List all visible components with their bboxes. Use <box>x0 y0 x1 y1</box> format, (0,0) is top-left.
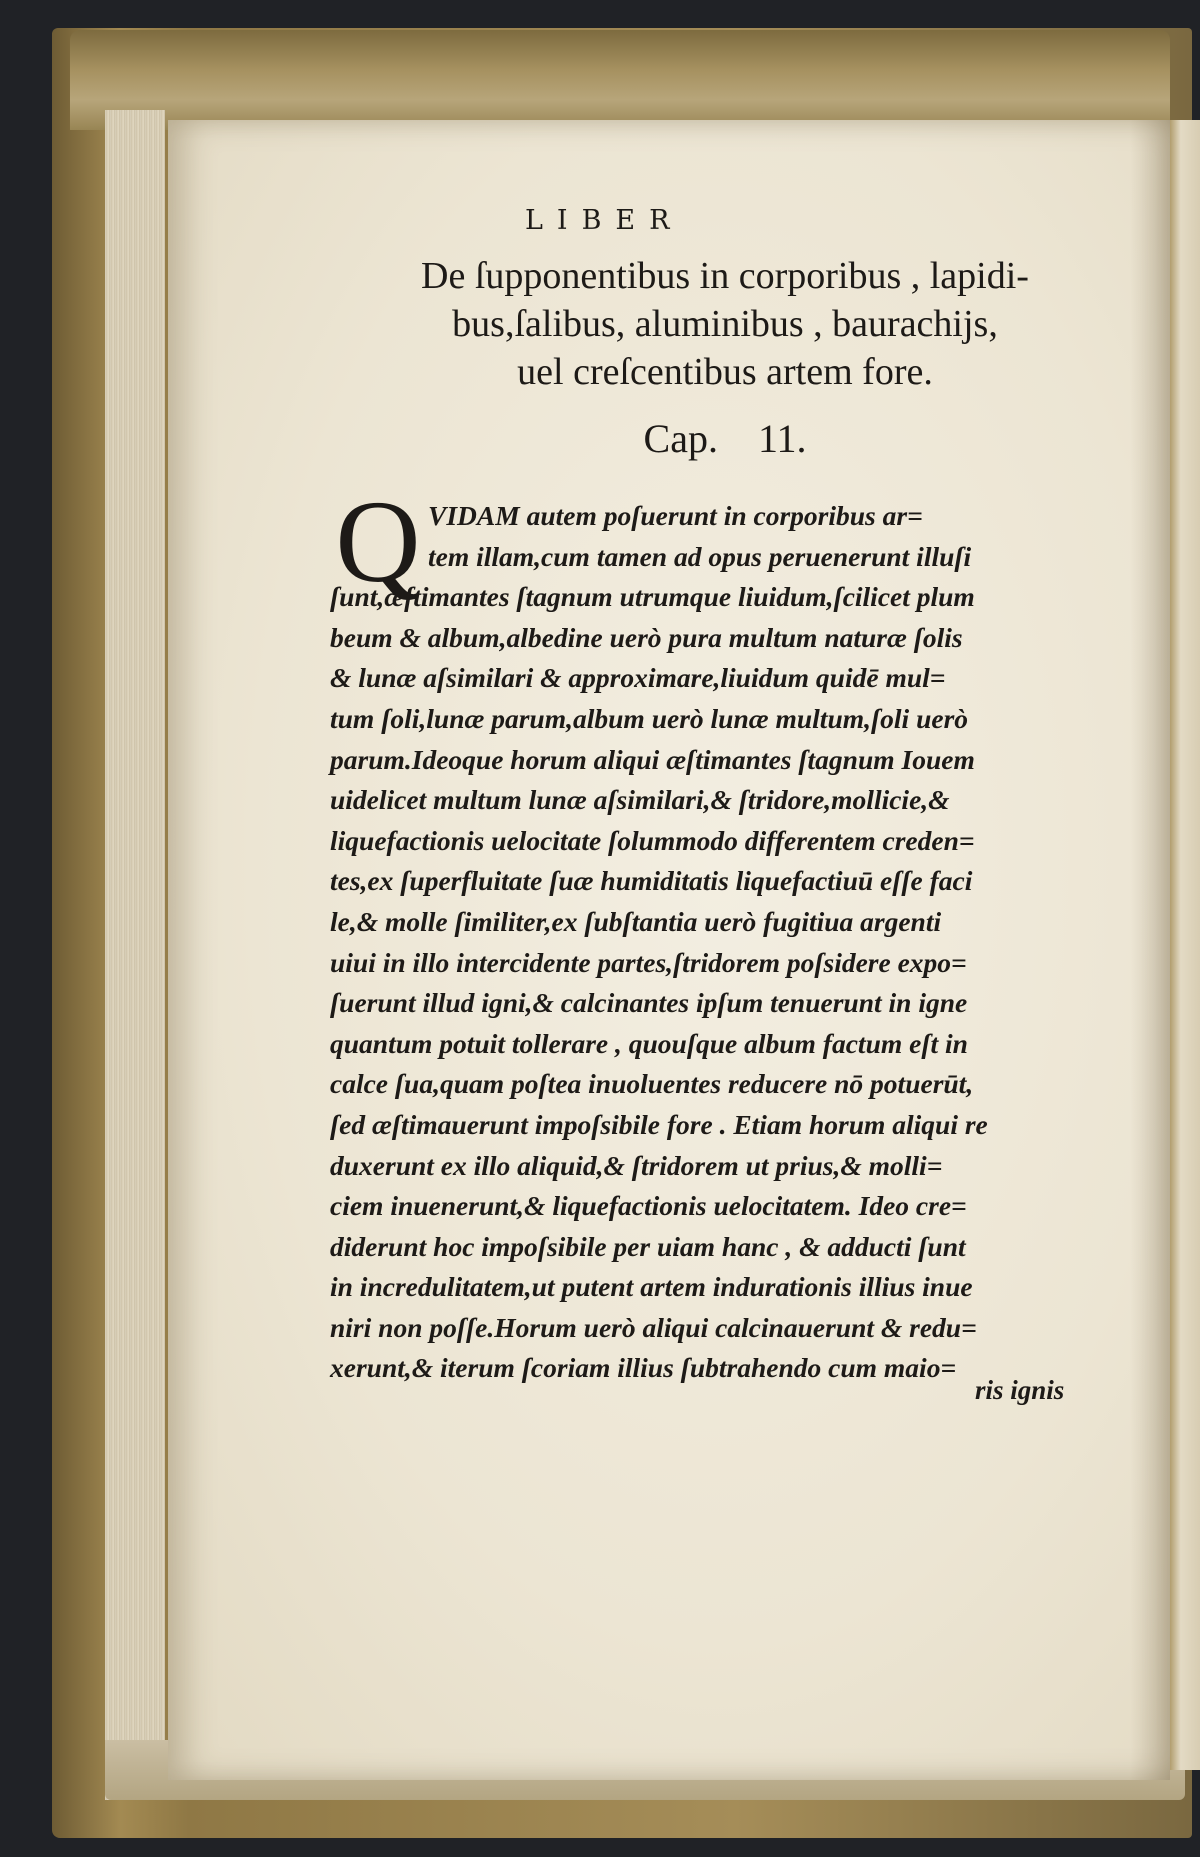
title-line: De ſupponentibus in corporibus , lapidi- <box>421 255 1029 297</box>
title-line: bus,ſalibus, aluminibus , baurachijs, <box>452 303 998 345</box>
page-edges <box>105 110 165 1800</box>
text-line: le,& molle ſimiliter,ex ſubſtantia uerò fugitiua argenti <box>330 905 942 937</box>
drop-capital: Q <box>335 476 421 607</box>
text-line: ſed æſtimauerunt impoſsibile fore . Etiam horum aliqui re <box>330 1108 988 1140</box>
book-page <box>168 120 1170 1780</box>
text-line: uidelicet multum lunæ aſsimilari,& ſtridore,mollicie,& <box>330 784 950 816</box>
chapter-number: Cap. 11. <box>643 416 807 461</box>
running-head: LIBER <box>525 205 684 236</box>
text-line: diderunt hoc impoſsibile per uiam hanc , & adducti ſunt <box>330 1230 966 1262</box>
text-line: tum ſoli,lunæ parum,album uerò lunæ multum,ſoli uerò <box>330 702 969 734</box>
text-line: xerunt,& iterum ſcoriam illius ſubtrahendo cum maio= <box>330 1352 957 1384</box>
text-block <box>330 120 1160 1780</box>
text-line: quantum potuit tollerare , quouſque album factum eſt in <box>330 1027 968 1059</box>
text-line: uiui in illo intercidente partes,ſtridorem poſsidere expo= <box>330 946 967 978</box>
text-line: tem illam,cum tamen ad opus peruenerunt illuſi <box>428 540 972 572</box>
text-line: ſuerunt illud igni,& calcinantes ipſum tenuerunt in igne <box>330 987 968 1019</box>
text-line: niri non poſſe.Horum uerò aliqui calcinauerunt & redu= <box>330 1311 977 1343</box>
text-line: liquefactionis uelocitate ſolummodo differentem creden= <box>330 824 975 856</box>
body-text <box>330 496 1120 1389</box>
title-line: uel creſcentibus artem fore. <box>517 351 933 393</box>
cover-top-edge <box>70 30 1170 130</box>
text-line: tes,ex ſuperfluitate ſuæ humiditatis liquefactiuū eſſe faci <box>330 865 973 897</box>
text-line: calce ſua,quam poſtea inuoluentes reducere nō potuerūt, <box>330 1068 974 1100</box>
facing-page-edge <box>1168 120 1200 1770</box>
text-line: parum.Ideoque horum aliqui æſtimantes ſtagnum Iouem <box>330 743 975 775</box>
text-line: duxerunt ex illo aliquid,& ſtridorem ut prius,& molli= <box>330 1149 943 1181</box>
text-line: VIDAM autem poſuerunt in corporibus ar= <box>428 500 923 531</box>
catchword: ris ignis <box>975 1375 1065 1405</box>
section-title <box>330 252 1120 396</box>
text-line: & lunæ aſsimilari & approximare,liuidum quidē mul= <box>330 662 946 694</box>
text-line: beum & album,albedine uerò pura multum naturæ ſolis <box>330 621 963 653</box>
text-line: ciem inuenerunt,& liquefactionis uelocitatem. Ideo cre= <box>330 1190 967 1222</box>
text-line: ſunt,æſtimantes ſtagnum utrumque liuidum,ſcilicet plum <box>330 581 975 613</box>
text-line: in incredulitatem,ut putent artem indurationis illius inue <box>330 1271 973 1303</box>
